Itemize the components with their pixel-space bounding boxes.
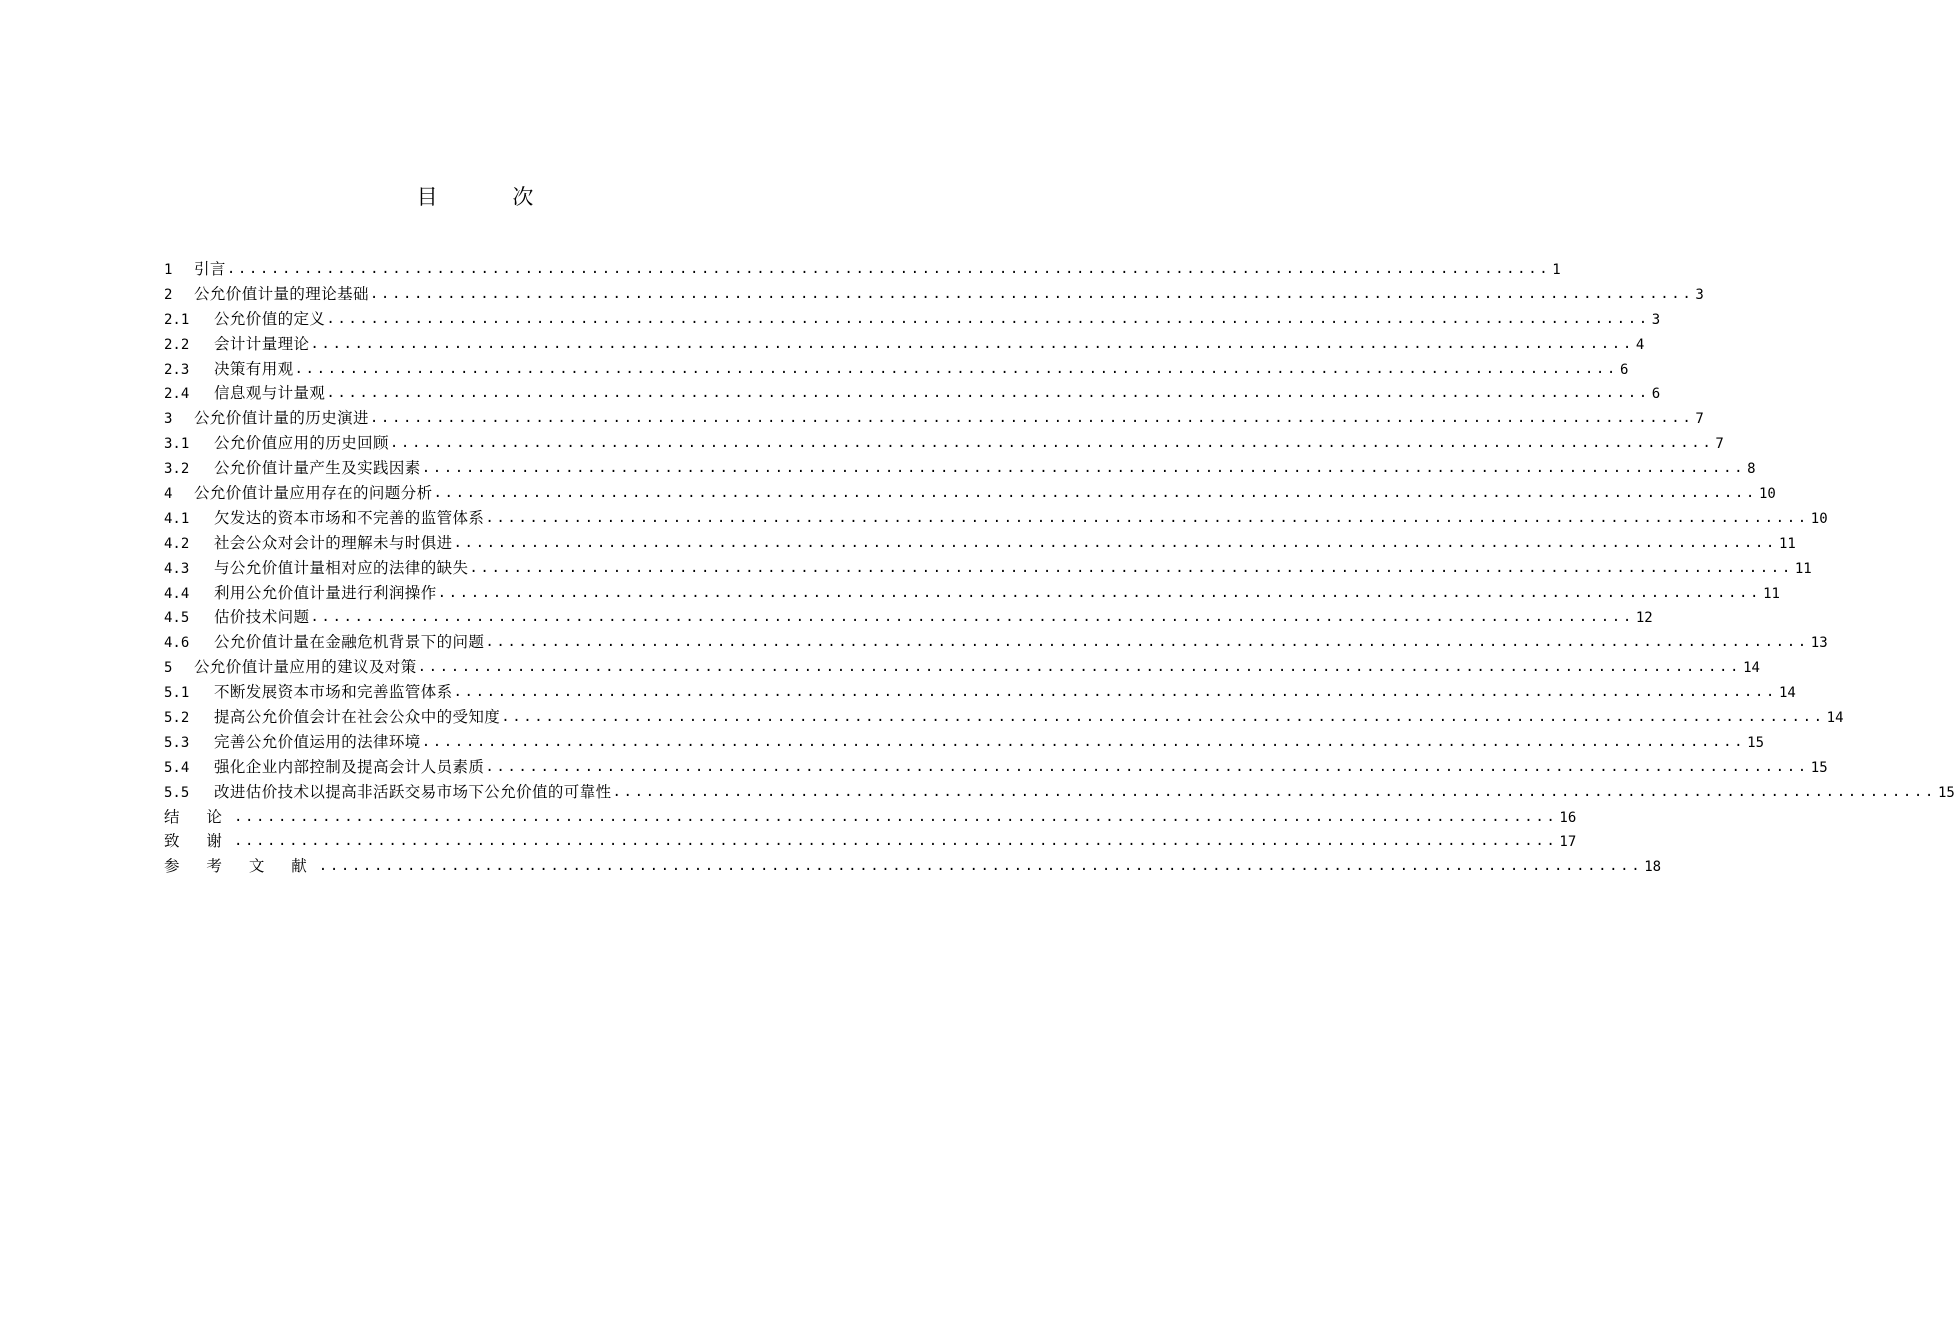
- toc-entry-title: 公允价值计量的历史演进: [194, 409, 369, 428]
- toc-entry-title: 会计计量理论: [214, 334, 310, 353]
- toc-dot-leader: ........................................................................................................................: [485, 634, 1809, 651]
- toc-entry-title: 公允价值计量产生及实践因素: [214, 459, 421, 478]
- toc-entry[interactable]: [164, 556, 1812, 581]
- toc-entry-title: 提高公允价值会计在社会公众中的受知度: [214, 708, 501, 727]
- toc-entry-page: 11: [1778, 535, 1796, 552]
- toc-entry-number: 1: [164, 262, 173, 278]
- toc-entry-page: 1: [1552, 262, 1561, 278]
- toc-entry-number: 5.4: [164, 759, 190, 776]
- toc-entry[interactable]: [164, 829, 1577, 854]
- toc-entry-title: 不断发展资本市场和完善监管体系: [214, 683, 453, 702]
- toc-entry-title: 欠发达的资本市场和不完善的监管体系: [214, 508, 485, 527]
- toc-entry-title: 决策有用观: [214, 359, 294, 378]
- toc-dot-leader: ........................................................................................................................: [310, 609, 1634, 626]
- toc-entry-number: 2: [164, 286, 173, 303]
- toc-entry-number: 2.4: [164, 386, 190, 403]
- toc-entry-title: 公允价值计量在金融危机背景下的问题: [214, 633, 485, 652]
- toc-entry-page: 15: [1747, 734, 1765, 751]
- toc-entry-title: 社会公众对会计的理解未与时俱进: [214, 533, 453, 552]
- toc-entry[interactable]: [164, 630, 1828, 655]
- toc-entry-title: 强化企业内部控制及提高会计人员素质: [214, 757, 485, 776]
- toc-entry-number: 4.1: [164, 510, 190, 527]
- toc-entry-number: 3: [164, 411, 173, 428]
- toc-entry-page: 11: [1763, 585, 1780, 602]
- toc-entry-page: 14: [1743, 660, 1760, 677]
- toc-dot-leader: ........................................................................................................................: [233, 833, 1558, 850]
- toc-dot-leader: ........................................................................................................................: [369, 410, 1694, 427]
- toc-entry-page: 7: [1715, 436, 1724, 453]
- toc-dot-leader: ........................................................................................................................: [501, 709, 1825, 726]
- toc-entry[interactable]: [164, 581, 1780, 606]
- toc-entry-page: 10: [1810, 510, 1828, 527]
- toc-entry-title: 完善公允价值运用的法律环境: [214, 732, 421, 751]
- toc-entry-page: 17: [1559, 834, 1577, 851]
- toc-entry-page: 4: [1635, 336, 1645, 353]
- toc-entry[interactable]: [164, 506, 1828, 531]
- toc-entry-number: 3.1: [164, 436, 190, 453]
- toc-dot-leader: ........................................................................................................................: [469, 559, 1793, 576]
- toc-entry-number: 5.5: [164, 784, 190, 801]
- toc-entry-page: 6: [1619, 361, 1629, 378]
- toc-dot-leader: ........................................................................................................................: [389, 435, 1714, 452]
- toc-entry-number: 3.2: [164, 461, 190, 478]
- toc-entry-page: 14: [1778, 685, 1796, 702]
- toc-entry-page: 3: [1695, 286, 1704, 303]
- toc-entry-number: 4.4: [164, 585, 190, 602]
- toc-entry[interactable]: [164, 680, 1796, 705]
- toc-entry[interactable]: [164, 332, 1645, 357]
- toc-entry-number: 2.2: [164, 336, 190, 353]
- toc-entry[interactable]: [164, 705, 1844, 730]
- toc-dot-leader: ........................................................................................................................: [369, 285, 1694, 302]
- toc-dot-leader: ........................................................................................................................: [294, 360, 1618, 377]
- toc-entry-number: 2.1: [164, 311, 190, 328]
- toc-entry-title: 改进估价技术以提高非活跃交易市场下公允价值的可靠性: [214, 782, 612, 801]
- toc-entry-number: 5: [164, 660, 173, 677]
- toc-entry-page: 14: [1826, 710, 1844, 727]
- toc-entry-title: 公允价值应用的历史回顾: [214, 434, 389, 453]
- toc-entry-title: 引言: [194, 260, 226, 278]
- toc-title: 目 次: [416, 185, 568, 209]
- toc-dot-leader: ........................................................................................................................: [318, 858, 1643, 875]
- toc-entry-title: 公允价值计量的理论基础: [194, 284, 369, 303]
- toc-entry-page: 15: [1810, 759, 1828, 776]
- toc-dot-leader: ........................................................................................................................: [485, 509, 1809, 526]
- toc-entry-number: 4.3: [164, 560, 190, 577]
- toc-entry-page: 8: [1747, 461, 1756, 478]
- toc-dot-leader: ........................................................................................................................: [453, 684, 1777, 701]
- toc-entry[interactable]: [164, 381, 1661, 406]
- toc-entry-page: 12: [1635, 610, 1653, 627]
- toc-entry-page: 10: [1758, 486, 1776, 503]
- toc-entry[interactable]: [164, 456, 1756, 481]
- toc-entry-title: 利用公允价值计量进行利润操作: [214, 583, 437, 602]
- toc-dot-leader: ........................................................................................................................: [417, 659, 1742, 676]
- toc-dot-leader: ........................................................................................................................: [326, 385, 1650, 402]
- toc-entry[interactable]: [164, 357, 1629, 382]
- toc-entry[interactable]: [164, 854, 1662, 879]
- toc-dot-leader: ........................................................................................................................: [433, 485, 1757, 502]
- toc-entry-page: 18: [1644, 859, 1662, 876]
- toc-entry[interactable]: [164, 605, 1653, 630]
- toc-dot-leader: ........................................................................................................................: [326, 310, 1650, 327]
- toc-dot-leader: ........................................................................................................................: [421, 460, 1746, 477]
- toc-entry-page: 13: [1810, 635, 1828, 652]
- toc-entry[interactable]: [164, 282, 1704, 307]
- toc-entry[interactable]: [164, 730, 1765, 755]
- toc-entry[interactable]: [164, 531, 1796, 556]
- toc-entry-page: 11: [1794, 560, 1812, 577]
- toc-entry-title: 公允价值的定义: [214, 309, 326, 328]
- toc-entry-page: 16: [1559, 809, 1577, 826]
- toc-entry-title: 估价技术问题: [214, 608, 310, 627]
- toc-entry-page: 3: [1651, 311, 1661, 328]
- toc-entry[interactable]: [164, 257, 1561, 282]
- toc-entry-title: 结 论: [164, 807, 233, 826]
- toc-entry-number: 4.2: [164, 535, 190, 552]
- toc-dot-leader: ........................................................................................................................: [233, 808, 1558, 825]
- toc-entry-title: 与公允价值计量相对应的法律的缺失: [214, 558, 469, 577]
- toc-entry[interactable]: [164, 406, 1704, 431]
- toc-entry[interactable]: [164, 805, 1577, 830]
- toc-entry-number: 4.5: [164, 610, 190, 627]
- toc-entry-number: 5.3: [164, 734, 190, 751]
- toc-entry[interactable]: [164, 431, 1724, 456]
- toc-entry-number: 2.3: [164, 361, 190, 378]
- toc-dot-leader: ........................................................................................................................: [437, 584, 1762, 601]
- toc-entry-title: 致 谢: [164, 832, 233, 851]
- toc-dot-leader: ........................................................................................................................: [310, 335, 1634, 352]
- toc-entry-page: 6: [1651, 386, 1661, 403]
- toc-dot-leader: ........................................................................................................................: [226, 261, 1551, 277]
- toc-entry-number: 5.1: [164, 685, 190, 702]
- toc-entry-number: 5.2: [164, 710, 190, 727]
- toc-dot-leader: ........................................................................................................................: [485, 758, 1809, 775]
- toc-entry-title: 参 考 文 献: [164, 857, 318, 876]
- toc-entry-title: 信息观与计量观: [214, 384, 326, 403]
- toc-entry[interactable]: [164, 755, 1828, 780]
- toc-dot-leader: ........................................................................................................................: [612, 783, 1936, 800]
- toc-entry[interactable]: [164, 655, 1760, 680]
- toc-entry[interactable]: [164, 780, 1955, 805]
- toc-entry[interactable]: [164, 481, 1776, 506]
- toc-entry-page: 7: [1695, 411, 1704, 428]
- toc-entry-number: 4: [164, 486, 173, 503]
- toc-entry[interactable]: [164, 307, 1661, 332]
- toc-entry-page: 15: [1937, 784, 1955, 801]
- toc-list: [164, 257, 1955, 879]
- toc-entry-title: 公允价值计量应用存在的问题分析: [194, 484, 433, 503]
- toc-dot-leader: ........................................................................................................................: [453, 534, 1777, 551]
- toc-entry-title: 公允价值计量应用的建议及对策: [194, 658, 417, 677]
- toc-dot-leader: ........................................................................................................................: [421, 733, 1746, 750]
- toc-entry-number: 4.6: [164, 635, 190, 652]
